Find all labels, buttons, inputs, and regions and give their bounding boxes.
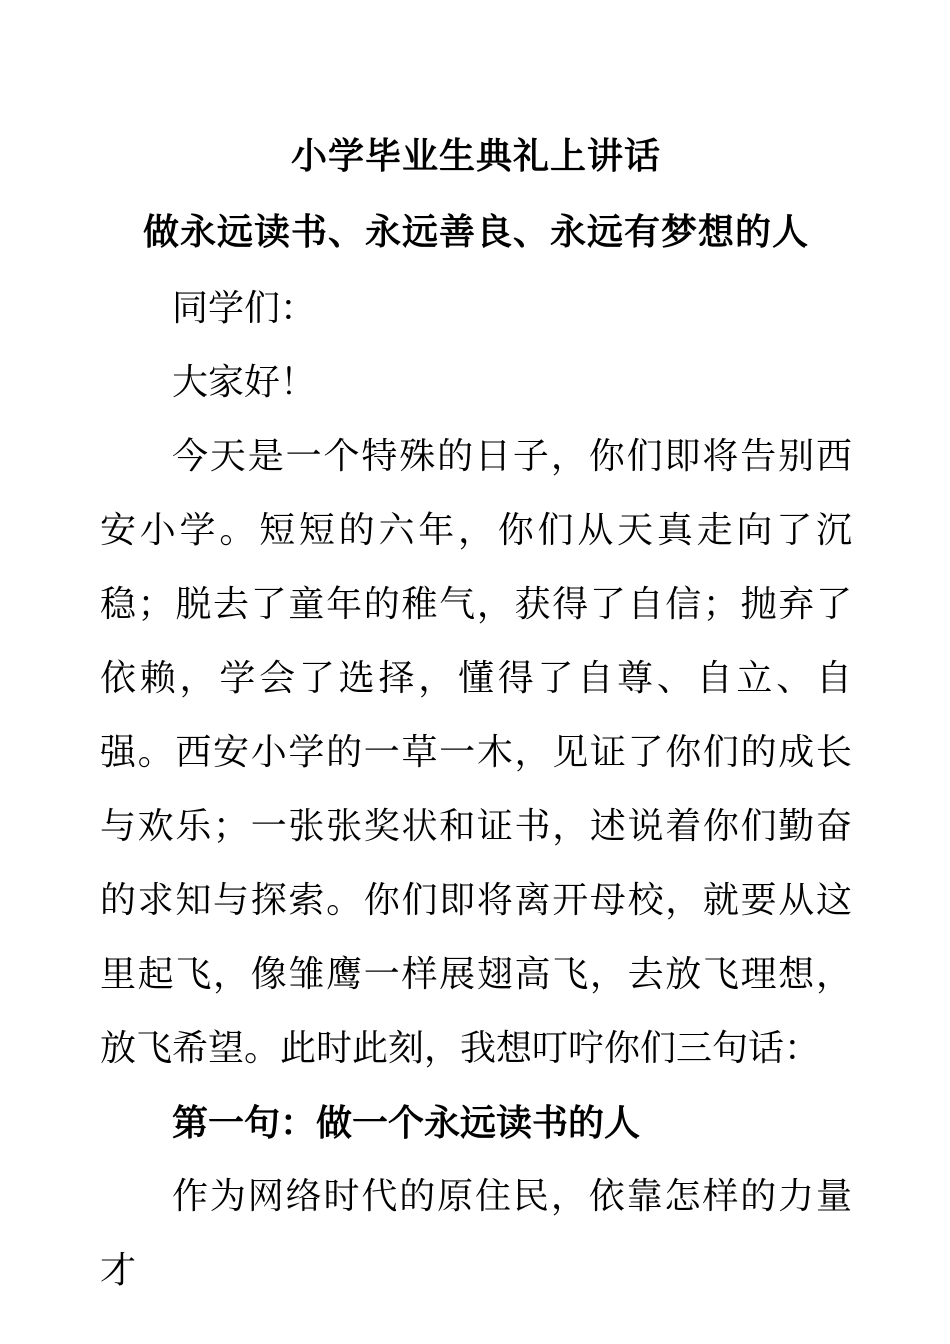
greeting-text: 同学们： [172, 288, 317, 329]
section-first-paragraph: 作为网络时代的原住民，依靠怎样的力量才 [100, 1176, 852, 1291]
document-subtitle: 做永远读书、永远善良、永远有梦想的人 [142, 211, 809, 253]
opening-paragraph: 今天是一个特殊的日子，你们即将告别西安小学。短短的六年，你们从天真走向了沉稳；脱去了童年的稚气，获得了自信；抛弃了依赖，学会了选择，懂得了自尊、自立、自强。西安小学的一草一木，见证了你们的成长与欢乐；一张张奖状和证书，述说着你们勤奋的求知与探索。你们即将离开母校，就要从这里起飞，像雏鹰一样展翅高飞，去放飞理想，放飞希望。此时此刻，我想叮咛你们三句话： [100, 436, 852, 1069]
salutation-text: 大家好！ [172, 362, 317, 403]
section-heading-first: 第一句：做一个永远读书的人 [172, 1102, 641, 1144]
document-title: 小学毕业生典礼上讲话 [290, 135, 661, 177]
